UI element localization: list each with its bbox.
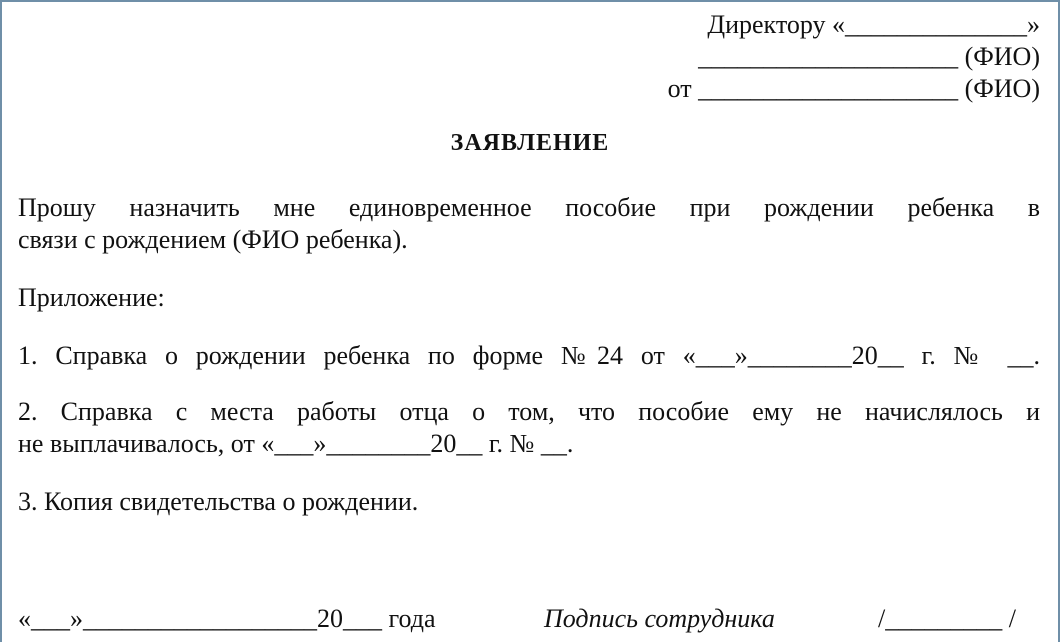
document-title: ЗАЯВЛЕНИЕ	[450, 130, 610, 156]
attachment-item-1: 1. Справка о рождении ребенка по форме №24 от «___»________20__ г. № __.	[18, 341, 1040, 370]
attachment-item-2-line-1: 2. Справка с места работы отца о том, что пособие ему не начислялось и	[18, 397, 1040, 426]
signature-line: /_________ /	[878, 604, 1016, 633]
request-line-2: связи с рождением (ФИО ребенка).	[18, 225, 408, 254]
attachment-item-2-line-2: не выплачивалось, от «___»________20__ г. № __.	[18, 429, 574, 458]
addressee-fio: ____________________ (ФИО)	[698, 42, 1040, 71]
sender-fio: от ____________________ (ФИО)	[667, 74, 1040, 103]
attachments-heading: Приложение:	[18, 283, 165, 312]
signature-label: Подпись сотрудника	[544, 604, 775, 633]
attachment-item-3: 3. Копия свидетельства о рождении.	[18, 487, 419, 516]
request-line-1: Прошу назначить мне единовременное пособие при рождении ребенка в	[18, 193, 1040, 222]
date-field: «___»__________________20___ года	[18, 604, 436, 633]
addressee-director: Директору «______________»	[707, 10, 1040, 39]
